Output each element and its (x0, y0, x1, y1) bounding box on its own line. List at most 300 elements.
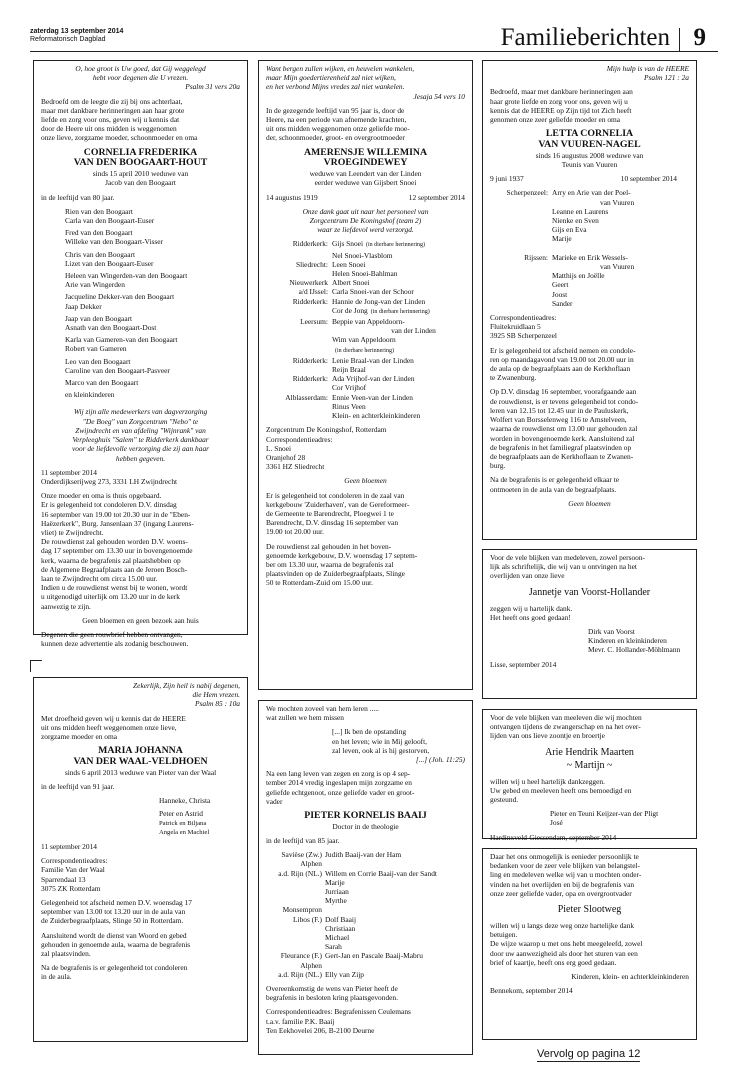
family-member (332, 383, 465, 392)
family-member (332, 335, 465, 344)
family-names: Judith Baaij-van der Ham (325, 850, 402, 860)
text-line: kerk, waarna de begrafenis zal plaatshebben op (41, 555, 181, 565)
thanks-text (490, 777, 689, 805)
family-member (552, 290, 689, 299)
text-line: Wij zijn alle medewerkers van dagverzorging (73, 407, 208, 417)
family-names: van Vuuren (552, 262, 635, 272)
family-member: Patrick en Biljana (159, 819, 207, 827)
family-place: Leersum: (300, 317, 328, 327)
text-line: Er is gelegenheid tot condoleren in de zaal van (266, 490, 405, 500)
family-place (266, 251, 328, 260)
verse-text (266, 727, 465, 755)
page-number: 9 (693, 24, 706, 51)
family-names: Joost (552, 289, 568, 299)
family-names: Gert-Jan en Pascale Baaij-Mabru (325, 951, 423, 961)
family-member: Chris van den Boogaart (65, 249, 135, 259)
family-names: van der Linden (332, 326, 436, 336)
family-place (266, 345, 328, 356)
text-line: Met droefheid geven wij u kennis dat de HEERE (41, 713, 186, 723)
family-member (332, 278, 465, 287)
family-member (552, 198, 689, 207)
correspondence-address (490, 313, 689, 341)
correspondence-address (266, 1007, 465, 1035)
verse-text (41, 681, 240, 699)
text-line: willen wij u heel hartelijk dankzeggen. (490, 776, 605, 786)
text-line: Pieter en Teuni Keijzer-van der Pligt (550, 809, 659, 819)
family-member (325, 924, 465, 933)
family-place (490, 262, 548, 271)
family-member (332, 239, 465, 250)
family-member: Peter en Astrid (159, 809, 203, 819)
family-place: Rijssen: (524, 252, 548, 262)
text-line: [...] Ik ben de opstanding (332, 727, 407, 737)
text-line: vliet) te Zwijndrecht. (41, 527, 104, 537)
text-line: burg. (490, 461, 506, 471)
text-line: genomen onze zeer geliefde moeder en oma (490, 115, 621, 125)
family-place: Nieuwerkerk (289, 278, 328, 288)
family-member (325, 951, 465, 960)
intro-text (41, 97, 240, 143)
family-names: Marieke en Erik Wessels- (552, 252, 628, 262)
family-member (552, 262, 689, 271)
family-member (325, 915, 465, 924)
text-line: uit ons midden heeft weggenomen onze lieve, (41, 722, 177, 732)
text-line: tember 2014 vredig ingeslapen mijn zorgzame en (266, 778, 412, 788)
family-member: Caroline van den Boogaart-Pasveer (65, 365, 170, 375)
signatories: Kinderen, klein- en achterkleinkinderen (571, 972, 689, 982)
text-line: Correspondentieadres: Begrafenissen Ceulemans (266, 1007, 411, 1017)
text-line: geliefde echtgenoot, onze geliefde vader en groot- (266, 787, 415, 797)
family-member (325, 942, 465, 951)
text-line: Zwijndrecht en van afdeling "Wijnrank" van (75, 425, 206, 435)
text-line: zeggen wij u hartelijk dank. (490, 603, 573, 613)
family-names: Gijs Snoei (332, 239, 364, 249)
family-place (490, 225, 548, 234)
family-member (332, 411, 465, 420)
family-names: Marije (325, 877, 345, 887)
text-line: voor de liefdevolle verzorging die zij aan haar (71, 444, 210, 454)
text-line: Heere, na een periode van afnemende krachten, (266, 115, 407, 125)
text-line: 19.00 tot 20.00 uur. (266, 527, 324, 537)
memory-note: (in dierbare herinnering) (335, 347, 394, 354)
widow-line: Jacob van den Boogaart (105, 178, 176, 188)
text-line: Daar het ons onmogelijk is eenieder persoonlijk te (490, 852, 639, 861)
farewell-text (41, 898, 240, 926)
text-line: de Gemeente te Barendrecht, Ploegwei 1 te (266, 508, 394, 518)
text-line: kerkgebouw 'Zuiderhaven', van de Gereformeer- (266, 499, 410, 509)
family-place: Ridderkerk: (292, 355, 328, 365)
notice-boogaart (33, 60, 248, 649)
family-names: Elly van Zijp (325, 969, 364, 979)
corner-mark (30, 660, 42, 672)
correspondence-address (266, 425, 465, 471)
text-line: brief of kaartje, heeft ons erg goed gedaan. (490, 957, 617, 967)
text-line: vinden na het overlijden en bij de begrafenis van (490, 879, 635, 889)
correspondence-address (41, 856, 240, 893)
family-member: Leo van den Boogaart (65, 356, 131, 366)
attendance-text (41, 583, 240, 611)
text-line: 3925 SB Scherpenzeel (490, 331, 557, 341)
newspaper-name: Reformatorisch Dagblad (30, 36, 106, 43)
family-member (332, 326, 465, 335)
family-place (490, 216, 548, 225)
text-line: leren van 12.15 tot 12.45 uur in de Pauluskerk, (490, 405, 629, 415)
text-line: liefde en zorg voor ons, geven wij u kennis dat (41, 115, 180, 125)
family-names: Rinus Veen (332, 401, 366, 411)
text-line: We mochten zoveel van hem leren ..... (266, 704, 379, 713)
family-place (266, 306, 328, 317)
family-member (325, 878, 465, 887)
text-line: bedanken voor de zeer vele blijken van belangstel- (490, 861, 641, 871)
deceased-name: VAN DEN BOOGAART-HOUT (73, 157, 208, 169)
family-list (41, 207, 240, 403)
family-place (266, 942, 322, 951)
text-line: kennis dat de HEERE op Zijn tijd tot Zich heeft (490, 105, 632, 115)
family-member: Robert van Gameren (65, 344, 127, 354)
family-member (332, 317, 465, 326)
widow-line: weduwe van Leendert van der Linden (309, 169, 422, 179)
thanks-slootweg (482, 848, 697, 1040)
text-line: Gelegenheid tot afscheid nemen D.V. woensdag 17 (41, 898, 192, 908)
family-place (266, 878, 322, 887)
family-names: Jurriaan (325, 887, 349, 897)
family-member (332, 365, 465, 374)
text-line: Want bergen zullen wijken, en heuvelen wankelen, (266, 64, 415, 73)
family-place: Ridderkerk: (292, 374, 328, 384)
life-dates (266, 193, 465, 202)
text-line: zal plaatsvinden. (41, 949, 91, 959)
family-member (325, 970, 465, 979)
text-line: en het verbond Mijns vredes zal niet wankelen. (266, 82, 405, 92)
family-place: Fleurance (F.) (280, 951, 322, 961)
text-line: Zekerlijk, Zijn heil is nabij degenen, (133, 681, 240, 690)
family-place (490, 299, 548, 308)
text-line: Ten Eekhovelei 206, B-2100 Deurne (266, 1025, 375, 1035)
memory-note: (in dierbare herinnering) (370, 308, 430, 315)
text-line: Na de begrafenis is er gelegenheid tot condoleren (41, 963, 188, 973)
text-line: onze lieve, zorgzame moeder, schoonmoeder en oma (41, 133, 198, 143)
family-member (552, 234, 689, 243)
issue-date: zaterdag 13 september 2014 (30, 28, 124, 35)
notice-date: Bennekom, september 2014 (490, 986, 573, 996)
text-line: Uw gebed en meeleven heeft ons bemoedigd en (490, 785, 632, 795)
deceased-name: LETTA CORNELIA (545, 128, 634, 140)
text-line: die Hem vrezen. (192, 690, 240, 700)
family-names: van Vuuren (552, 197, 635, 207)
text-line: ber om 13.30 uur, waarna de begrafenis zal (266, 559, 394, 569)
verse-line: Mijn hulp is van de HEERE (606, 64, 689, 73)
family-member (332, 251, 465, 260)
text-line: Dirk van Voorst (588, 627, 635, 637)
intro-text (266, 769, 465, 806)
family-names: Gijs en Eva (552, 225, 587, 235)
text-line: haar grote liefde en zorg voor ons, geven wij u (490, 96, 628, 106)
family-place (266, 933, 322, 942)
family-member: Angela en Machiel (159, 828, 210, 836)
family-member (325, 933, 465, 942)
intro-text (490, 852, 689, 898)
family-names: Willem en Corrie Baaij-van der Sandt (325, 868, 437, 878)
intro-text (490, 553, 689, 581)
text-line: Voor de vele blijken van meeleven die wij mochten (490, 713, 642, 722)
text-line: waarna de rouwdienst om 13.00 uur gehouden zal (490, 424, 638, 434)
family-place: Alphen (300, 859, 322, 869)
verse-text (266, 64, 465, 92)
family-member (325, 869, 465, 878)
family-names: Cor de Jong (332, 305, 368, 315)
text-line: maar Mijn goedertierenheid zal niet wijken, (266, 73, 396, 83)
text-line: Wolfert van Borsselenweg 116 te Amstelveen, (490, 415, 627, 425)
text-line: kunnen deze advertentie als zodanig beschouwen. (41, 639, 189, 649)
no-flowers-text: Geen bloemen (568, 498, 611, 508)
deceased-name: VAN DER WAAL-VELDHOEN (73, 756, 208, 768)
age-line: in de leeftijd van 85 jaar. (266, 836, 340, 846)
text-line: Bedroefd, maar met dankbare herinneringen aan (490, 87, 633, 97)
text-line: Onze dank gaat uit naar het personeel van (302, 206, 429, 216)
family-place: Sliedrecht: (295, 259, 328, 269)
life-dates (490, 174, 689, 183)
family-place (266, 402, 328, 411)
family-names (552, 244, 554, 253)
family-member (552, 216, 689, 225)
text-line: ren op maandagavond van 19.00 tot 20.00 uur in (490, 354, 634, 364)
family-member (332, 260, 465, 269)
verse-reference: Psalm 31 vers 20a (185, 82, 240, 92)
text-line: Barendrecht, D.V. dinsdag 16 september van (266, 518, 399, 528)
family-place: Alphen (300, 960, 322, 970)
widow-line: eerder weduwe van Gijsbert Snoei (314, 178, 417, 188)
deceased-name: Pieter Slootweg (557, 904, 622, 916)
text-line: willen wij u langs deze weg onze hartelijke dank (490, 921, 635, 931)
family-member: Willeke van den Boogaart-Visser (65, 237, 163, 247)
laid-out-text: Onze moeder en oma is thuis opgebaard. (41, 491, 162, 501)
family-names: Lenie Braal-van der Linden (332, 355, 414, 365)
family-names: Klein- en achterkleinkinderen (332, 411, 421, 421)
family-names: Nienke en Sven (552, 216, 599, 226)
memory-note: (in dierbare herinnering) (366, 242, 425, 249)
family-member: Fred van den Boogaart (65, 228, 133, 238)
page-header (30, 24, 718, 52)
no-flowers-text: Geen bloemen en geen bezoek aan huis (82, 615, 199, 625)
text-line: waar ze liefdevol werd verzorgd. (317, 225, 414, 235)
age-line: in de leeftijd van 80 jaar. (41, 192, 115, 202)
text-line: wat zullen we hem missen (266, 713, 344, 723)
text-line: dag 17 september om 13.30 uur in bovengenoemde (41, 546, 193, 556)
family-place (490, 280, 548, 289)
no-flowers-text: Geen bloemen (344, 476, 387, 486)
intro-text (490, 713, 689, 741)
family-place (266, 383, 328, 392)
text-line: door de Heere uit ons midden is weggenomen (41, 124, 177, 134)
thanks-keijzer (482, 709, 697, 842)
family-names: Dolf Baaij (325, 914, 356, 924)
deceased-name: VROEGINDEWEY (323, 157, 408, 169)
text-line: Er is gelegenheid tot condoleren D.V. dinsdag (41, 500, 177, 510)
family-place: Ridderkerk: (292, 296, 328, 306)
family-member (552, 271, 689, 280)
text-line: Overeenkomstig de wens van Pieter heeft de (266, 984, 398, 994)
family-list (490, 188, 689, 308)
family-member (332, 287, 465, 296)
text-line: laan te Zwijndrecht om circa 15.00 uur. (41, 573, 158, 583)
family-names: Leen Snoei (332, 259, 366, 269)
thanks-van-voorst (482, 549, 697, 699)
text-line: gehouden in genoemde aula, waarna de begrafenis (41, 939, 191, 949)
widow-line: Teunis van Vuuren (561, 160, 618, 170)
family-member (325, 887, 465, 896)
deceased-name: Jannetje van Voorst-Hollander (528, 586, 651, 598)
family-place: a.d. Rijn (NL.) (278, 868, 322, 878)
text-line: u uitgenodigd uiterlijk om 13.20 uur in de kerk (41, 592, 180, 602)
deceased-name: AMERENSJE WILLEMINA (303, 146, 428, 158)
text-line: ling en medeleven welke wij van u mochten onder- (490, 870, 642, 880)
text-line: Correspondentieadres: (490, 313, 557, 323)
notice-date: Lisse, september 2014 (490, 659, 557, 669)
text-line: lijden van ons lieve zoontje en broertje (490, 731, 605, 741)
notice-date: 11 september 2014 (41, 842, 97, 852)
family-names: Marije (552, 234, 572, 244)
text-line: Oranjehof 28 (266, 452, 306, 462)
birth-date: 14 augustus 1919 (266, 192, 318, 202)
family-member: Marco van den Boogaart (65, 378, 139, 388)
text-line: ontvangen tijdens de zwangerschap en na het over- (490, 722, 641, 732)
family-place (266, 326, 328, 335)
text-line: De rouwdienst zal gehouden in het boven- (266, 541, 392, 551)
family-place: Savièse (Zw.) (281, 850, 322, 860)
family-member (332, 269, 465, 278)
text-line: september van 13.00 tot 13.20 uur in de aula van (41, 907, 186, 917)
text-line: t.a.v. familie P.K. Baaij (266, 1016, 335, 1026)
age-line: in de leeftijd van 91 jaar. (41, 782, 115, 792)
family-member (325, 905, 465, 914)
header-divider (679, 28, 680, 52)
text-line: door uw aanwezigheid als door het sturen van een (490, 948, 638, 958)
text-line: Indien u de rouwdienst wenst bij te wonen, wordt (41, 583, 188, 593)
text-line: De wijze waarop u met ons hebt meegeleefd, zowel (490, 939, 643, 949)
family-names: Sander (552, 298, 573, 308)
family-member: Heleen van Wingerden-van den Boogaart (65, 271, 188, 281)
family-names: Ennie Veen-van der Linden (332, 392, 413, 402)
family-list (266, 850, 465, 979)
family-place (490, 198, 548, 207)
family-names: Helen Snoei-Bahlman (332, 269, 398, 279)
family-member (325, 859, 465, 868)
family-place (490, 290, 548, 299)
text-line: Op D.V. dinsdag 16 september, voorafgaande aan (490, 387, 637, 397)
family-place: Monsempron (282, 905, 322, 915)
notice-date: 11 september 2014 (41, 467, 97, 477)
text-line: 3361 HZ Sliedrecht (266, 462, 325, 472)
deceased-nickname: ~ Martijn ~ (566, 759, 613, 771)
family-place (266, 411, 328, 420)
widow-line: sinds 16 augustus 2008 weduwe van (535, 150, 644, 160)
text-line: zal leven, ook al is hij gestorven, (332, 745, 430, 755)
text-line: Na de begrafenis is er gelegenheid elkaar te (490, 475, 620, 485)
section-title: Familieberichten (500, 24, 670, 51)
family-place (490, 244, 548, 253)
service-text (41, 537, 240, 583)
family-place: Alblasserdam: (285, 392, 328, 402)
text-line: worden in bovengenoemde kerk. Aansluitend zal (490, 433, 635, 443)
text-line: Haëzerkerk", Burg. Jansenlaan 37 (ingang Laurens- (41, 518, 194, 528)
text-line: Zorgcentrum De Koningshof, Rotterdam (266, 425, 387, 435)
text-line: de begrafenis in het familiegraf plaatsvinden op (490, 442, 632, 452)
family-place (266, 887, 322, 896)
text-line: genoemde kerkgebouw, D.V. woensdag 17 septem- (266, 550, 418, 560)
closing-text (41, 630, 240, 648)
continued-link[interactable]: Vervolg op pagina 12 (537, 1048, 641, 1060)
widow-line: sinds 6 april 2013 weduwe van Pieter van der Waal (64, 767, 217, 777)
notice-vroegindewey (258, 60, 473, 690)
family-member: Rien van den Boogaart (65, 206, 133, 216)
family-member: Arie van Wingerden (65, 280, 125, 290)
text-line: José (550, 818, 563, 828)
text-line: uit ons midden weggenomen onze geliefde moe- (266, 124, 410, 134)
family-place: Libos (F.) (293, 914, 322, 924)
text-line: Sparrendaal 13 (41, 874, 86, 884)
text-line: der, schoonmoeder, groot- en overgrootmoeder (266, 133, 405, 143)
verse-reference: Jesaja 54 vers 10 (413, 91, 465, 101)
family-place (490, 234, 548, 243)
family-names: Matthijs en Joëlle (552, 271, 605, 281)
text-line: Familie Van der Waal (41, 865, 105, 875)
condolence-text (490, 346, 689, 383)
family-names: Michael (325, 933, 350, 943)
death-date: 10 september 2014 (620, 174, 677, 184)
text-line: Aansluitend wordt de dienst van Woord en gebed (41, 930, 187, 940)
thanks-text (41, 407, 240, 462)
deceased-title: Doctor in de theologie (332, 821, 399, 831)
notice-van-vuuren (482, 60, 697, 540)
condolence-text (266, 491, 465, 537)
text-line: In de gezegende leeftijd van 95 jaar is, door de (266, 105, 405, 115)
text-line: "De Boeg" van Zorgcentrum "Nebo" te (82, 416, 199, 426)
family-member (332, 306, 465, 317)
family-place (266, 269, 328, 278)
text-line: betuigen. (490, 930, 518, 940)
birth-date: 9 juni 1937 (490, 174, 524, 184)
deceased-name: CORNELIA FREDERIKA (83, 146, 198, 158)
text-line: Voor de vele blijken van medeleven, zowel persoon- (490, 553, 646, 562)
text-line: gesteund. (490, 795, 519, 805)
family-member (325, 896, 465, 905)
family-member (552, 280, 689, 289)
text-line: zorgzame moeder en oma (41, 732, 117, 742)
family-member: Jaap Dekker (65, 301, 102, 311)
condolence-text (41, 963, 240, 981)
intro-text (41, 714, 240, 742)
family-names: Wim van Appeldoorn (332, 335, 396, 345)
family-place (266, 365, 328, 374)
text-line: vader (266, 796, 283, 806)
signatories (490, 809, 689, 827)
family-member (332, 402, 465, 411)
text-line: Kinderen en kleinkinderen (588, 636, 667, 646)
text-line: Degenen die geen rouwbrief hebben ontvangen, (41, 629, 183, 639)
family-place: Ridderkerk: (292, 239, 328, 249)
death-date: 12 september 2014 (408, 192, 465, 202)
family-member: Hanneke, Christa (159, 796, 211, 806)
family-list (266, 239, 465, 420)
family-member: Carla van den Boogaart-Euser (65, 216, 155, 226)
family-place (266, 924, 322, 933)
family-member (332, 393, 465, 402)
text-line: 3075 ZK Rotterdam (41, 883, 101, 893)
verse-reference: Psalm 121 : 2a (644, 73, 689, 83)
text-line: L. Snoei (266, 443, 292, 453)
text-line: Het heeft ons goed gedaan! (490, 612, 571, 622)
family-place (490, 207, 548, 216)
